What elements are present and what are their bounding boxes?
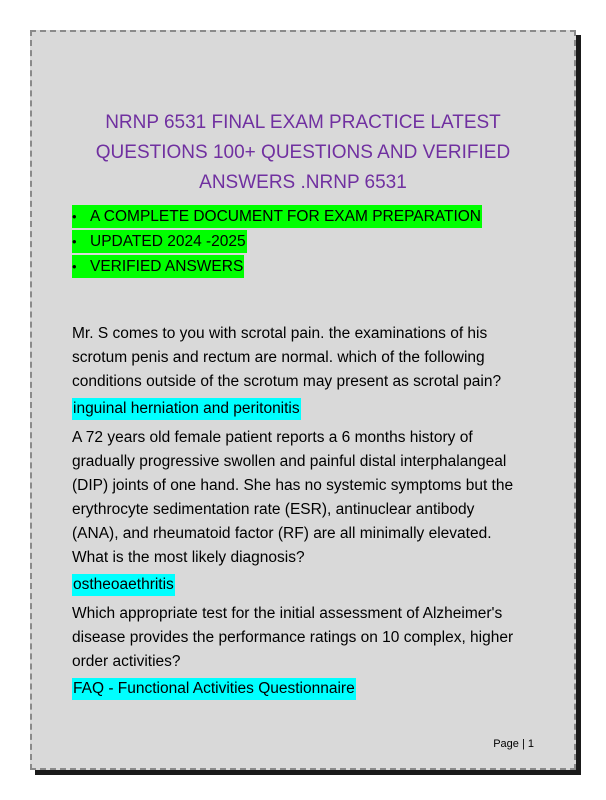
question-line: order activities? [72, 653, 181, 670]
question-text [72, 602, 552, 674]
bullet-icon: • [72, 234, 77, 249]
answer-highlight: FAQ - Functional Activities Questionnaire [72, 678, 356, 700]
bullet-highlight [72, 230, 247, 253]
bullet-highlight [72, 205, 482, 228]
document-page [30, 30, 576, 770]
question-line: What is the most likely diagnosis? [72, 549, 305, 566]
question-line: Which appropriate test for the initial assessment of Alzheimer's [72, 605, 503, 622]
bullet-item [72, 204, 482, 229]
bullet-item [72, 254, 482, 279]
answer-highlight: inguinal herniation and peritonitis [72, 398, 301, 420]
answer-highlight: ostheoaethritis [72, 574, 175, 596]
title-line: NRNP 6531 FINAL EXAM PRACTICE LATEST [105, 112, 501, 133]
bullet-text: UPDATED 2024 -2025 [90, 233, 246, 250]
page-number: Page | 1 [493, 738, 534, 750]
bullet-text: VERIFIED ANSWERS [90, 258, 244, 275]
question-line: disease provides the performance ratings on 10 complex, higher [72, 629, 514, 646]
title-line: QUESTIONS 100+ QUESTIONS AND VERIFIED [95, 142, 511, 163]
question-line: Mr. S comes to you with scrotal pain. the examinations of his [72, 325, 488, 342]
bullet-text: A COMPLETE DOCUMENT FOR EXAM PREPARATION [90, 208, 481, 225]
question-text [72, 322, 552, 394]
question-line: conditions outside of the scrotum may present as scrotal pain? [72, 373, 502, 390]
document-title [72, 108, 534, 198]
question-line: (DIP) joints of one hand. She has no systemic symptoms but the [72, 477, 514, 494]
question-line: scrotum penis and rectum are normal. which of the following [72, 349, 485, 366]
question-line: A 72 years old female patient reports a 6 months history of [72, 429, 473, 446]
question-line: erythrocyte sedimentation rate (ESR), antinuclear antibody [72, 501, 475, 518]
feature-bullet-list [72, 204, 482, 279]
bullet-item [72, 229, 482, 254]
question-line: (ANA), and rheumatoid factor (RF) are all minimally elevated. [72, 525, 492, 542]
bullet-highlight [72, 255, 244, 278]
question-line: gradually progressive swollen and painful distal interphalangeal [72, 453, 507, 470]
question-list [72, 322, 552, 706]
bullet-icon: • [72, 259, 77, 274]
bullet-icon: • [72, 209, 77, 224]
question-text [72, 426, 552, 570]
title-line: ANSWERS .NRNP 6531 [199, 172, 407, 193]
